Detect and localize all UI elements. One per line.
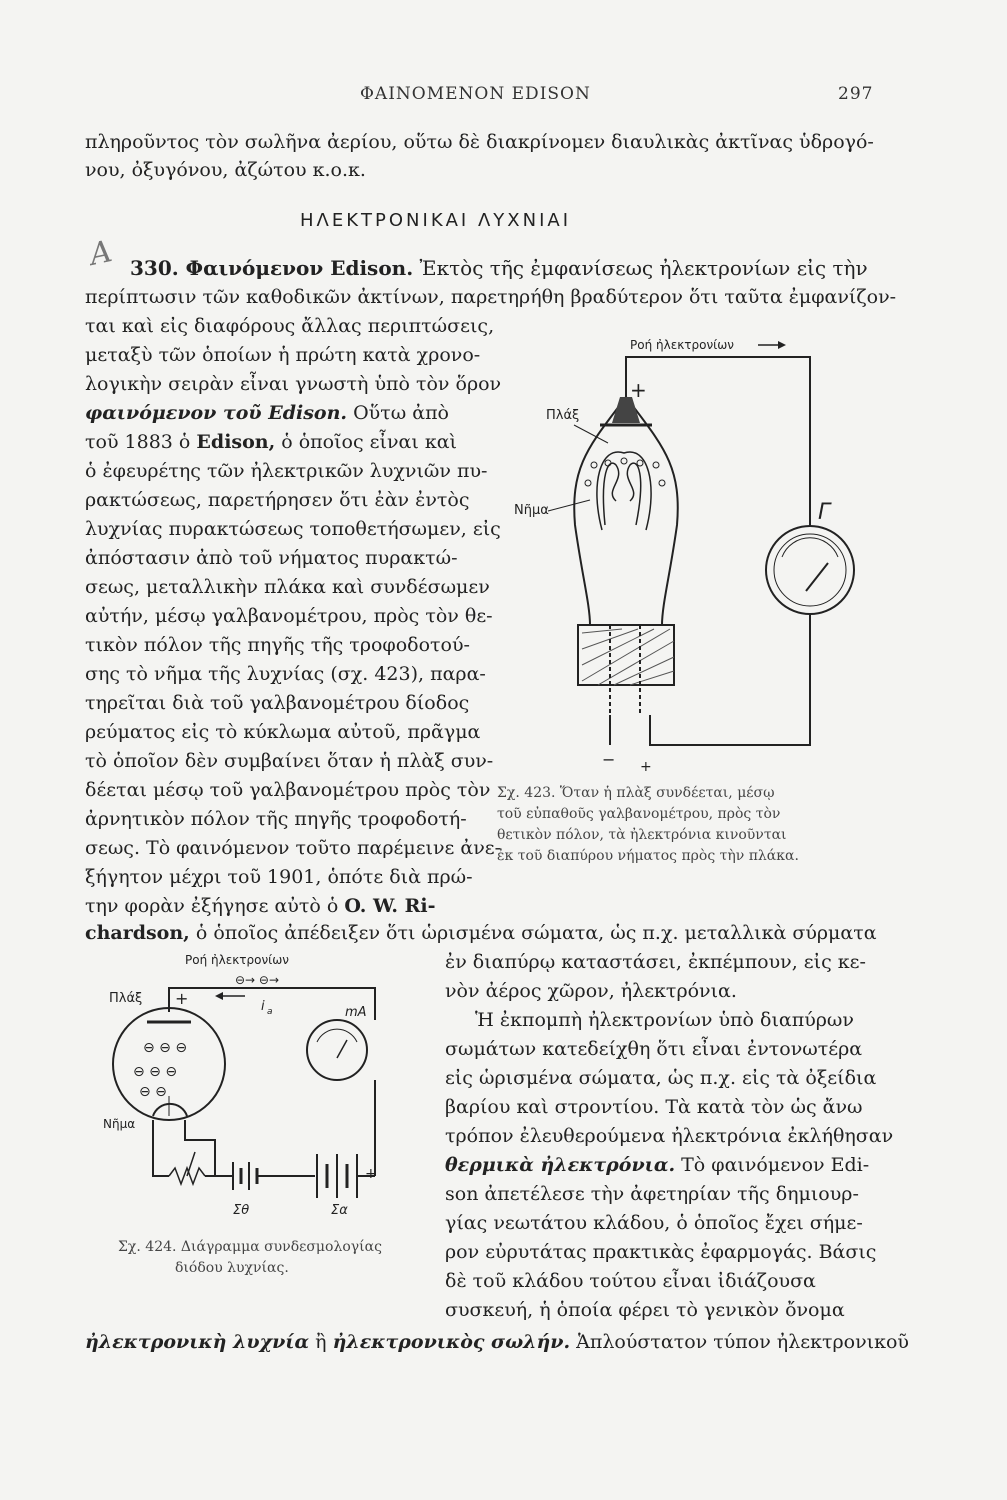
fig424-current-label: i [261, 999, 265, 1014]
text-line: συσκευή, ἡ ὁποία φέρει τὸ γενικὸν ὄνομα [445, 1299, 845, 1321]
text-line: ται καὶ εἰς διαφόρους ἄλλας περιπτώσεις, [85, 315, 495, 337]
text-line: λυχνίας πυρακτώσεως τοποθετήσωμεν, εἰς [85, 518, 501, 540]
current-arrowhead-icon [215, 992, 223, 1000]
electron-icon [591, 462, 597, 468]
fig424-sigma1: Σθ [233, 1203, 250, 1218]
fig424-electron-arrows: ⊖→ ⊖→ [235, 973, 280, 987]
richardson-name: O. W. Ri- [344, 895, 436, 917]
text-line: ἀπόστασιν ἀπὸ τοῦ νήματος πυρακτώ- [85, 547, 458, 569]
margin-mark: A [86, 234, 116, 273]
year-rest: ὁ ὁποῖος εἶναι καὶ [281, 431, 457, 453]
fig424-meter-label: mA [345, 1005, 367, 1020]
electron-icon [621, 458, 627, 464]
text-line: τὸ ὁποῖον δὲν συμβαίνει ὅταν ἡ πλὰξ συν- [85, 750, 494, 772]
thermic-rest: Τὸ φαινόμενον Edi- [681, 1154, 870, 1176]
text-line: son ἀπετέλεσε τὴν ἀφετηρίαν τῆς δημιουρ- [445, 1183, 859, 1205]
fig424-flow-label: Ροή ἠλεκτρονίων [185, 953, 289, 967]
paragraph-line-1-rest: Ἐκτὸς τῆς ἐμφανίσεως ἠλεκτρονίων εἰς τὴν [419, 256, 868, 280]
fig423-caption-4: ἐκ τοῦ διαπύρου νήματος πρὸς τὴν πλάκα. [497, 848, 799, 864]
text-line: ἀρνητικὸν πόλον τῆς πηγῆς τροφοδοτή- [85, 808, 467, 830]
fig424-plate-label: Πλάξ [109, 991, 143, 1006]
text-line: τικὸν πόλον τῆς πηγῆς τῆς τροφοδοτού- [85, 634, 470, 656]
year-line [85, 430, 457, 454]
year-name: Edison, [196, 431, 276, 453]
fig423-flow-label: Ροή ἠλεκτρονίων [630, 338, 734, 352]
electron-icon [605, 460, 611, 466]
plate-wire [626, 357, 810, 535]
richardson-line [85, 894, 435, 918]
fig423-caption-1: Σχ. 423. Ὅταν ἡ πλὰξ συνδέεται, μέσῳ [497, 785, 775, 801]
electron-icon [653, 462, 659, 468]
fig423-plus-bottom: + [640, 759, 652, 775]
last-line [85, 1330, 909, 1354]
text-line: λογικὴν σειρὰν εἶναι γνωστὴ ὑπὸ τὸν ὅρον [85, 373, 502, 395]
text-line: δέεται μέσῳ τοῦ γαλβανομέτρου πρὸς τὸν [85, 779, 491, 801]
electron-icon [659, 480, 665, 486]
filament [153, 1104, 187, 1116]
fig423-caption-2: τοῦ εὐπαθοῦς γαλβανομέτρου, πρὸς τὸν [497, 806, 781, 822]
intro-line-1: πληροῦντος τὸν σωλῆνα ἀερίου, οὕτω δὲ διακρίνομεν διαυλικὰς ἀκτῖνας ὑδρογό- [85, 131, 874, 153]
text-line: ρακτώσεως, παρετήρησεν ὅτι ἐὰν ἐντὸς [85, 489, 470, 511]
text-line: εἰς ὡρισμένα σώματα, ὡς π.χ. εἰς τὰ ὀξείδια [445, 1067, 877, 1089]
paragraph-line-1 [130, 256, 868, 280]
year-pre: τοῦ 1883 ὁ [85, 431, 191, 453]
intro-line-2: νου, ὀξυγόνου, ἀζώτου κ.ο.κ. [85, 159, 366, 181]
figure-424 [95, 940, 405, 1220]
electron-icons: ⊖ ⊖ ⊖ [133, 1064, 178, 1080]
text-line: τρόπον ἐλευθερούμενα ἠλεκτρόνια ἐκλήθησαν [445, 1125, 894, 1147]
text-line: μεταξὺ τῶν ὁποίων ἡ πρώτη κατὰ χρονο- [85, 344, 481, 366]
paragraph-title: 330. Φαινόμενον Edison. [130, 256, 414, 280]
fig423-plus-top: + [630, 378, 647, 402]
richardson-pre: την φορὰν ἐξήγησε αὐτὸ ὁ [85, 895, 339, 917]
term-line [85, 401, 449, 425]
chardson-name: chardson, [85, 922, 190, 944]
fig424-caption-1: Σχ. 424. Διάγραμμα συνδεσμολογίας [118, 1239, 382, 1255]
text-line: νὸν ἀέρος χῶρον, ἠλεκτρόνια. [445, 980, 737, 1002]
text-line: σεως, μεταλλικὴν πλάκα καὶ συνδέσωμεν [85, 576, 490, 598]
chardson-rest: ὁ ὁποῖος ἀπέδειξεν ὅτι ὡρισμένα σώματα, ὡς π.χ. μεταλλικὰ σύρματα [195, 922, 877, 944]
text-line: δὲ τοῦ κλάδου τούτου εἶναι ἰδιάζουσα [445, 1270, 816, 1292]
text-line: σης τὸ νῆμα τῆς λυχνίας (σχ. 423), παρα- [85, 663, 486, 685]
fig424-current-sub: a [267, 1007, 273, 1017]
thermic-line [445, 1153, 869, 1177]
electron-icons: ⊖ ⊖ [139, 1084, 167, 1100]
section-heading: ΗΛΕΚΤΡΟΝΙΚΑΙ ΛΥΧΝΙΑΙ [300, 210, 571, 231]
fig424-plus-b: + [365, 1166, 377, 1182]
electron-icons: ⊖ ⊖ ⊖ [143, 1040, 188, 1056]
text-line: ρεύματος εἰς τὸ κύκλωμα αὐτοῦ, πρᾶγμα [85, 721, 481, 743]
text-line: γίας νεωτάτου κλάδου, ὁ ὁποῖος ἔχει σήμε- [445, 1212, 863, 1234]
fig424-plus-a: + [175, 989, 189, 1008]
term-rest: Οὕτω ἀπὸ [353, 402, 449, 424]
flow-arrowhead-icon [778, 341, 786, 349]
fig423-filament-label: Νῆμα [514, 503, 549, 518]
thermic-term: θερμικὰ ἠλεκτρόνια. [445, 1154, 676, 1176]
fig423-plate-label: Πλάξ [546, 408, 580, 423]
term-phrase: φαινόμενον τοῦ Edison. [85, 402, 348, 424]
text-line: ἐν διαπύρῳ καταστάσει, ἐκπέμπουν, εἰς κε- [445, 951, 866, 973]
text-line: ρον εὐρυτάτας πρακτικὰς ἐφαρμογάς. Βάσις [445, 1241, 877, 1263]
fig423-galv-label: Γ [818, 500, 831, 525]
fig423-caption-3: θετικὸν πόλον, τὰ ἠλεκτρόνια κινοῦνται [497, 827, 787, 843]
figure-423 [490, 325, 870, 775]
base-hatching [582, 629, 674, 685]
last-rest: Ἁπλούστατον τύπον ἠλεκτρονικοῦ [576, 1331, 909, 1353]
running-header: ΦΑΙΝΟΜΕΝΟΝ EDISON [360, 84, 591, 104]
filament-pointer [548, 500, 590, 511]
bulb-outline [574, 397, 678, 625]
rheostat-arrow [187, 1152, 195, 1176]
text-line: ὁ ἐφευρέτης τῶν ἠλεκτρικῶν λυχνιῶν πυ- [85, 460, 488, 482]
text-line: αὐτήν, μέσῳ γαλβανομέτρου, πρὸς τὸν θε- [85, 605, 493, 627]
electron-icon [637, 460, 643, 466]
text-line: σεως. Τὸ φαινόμενον τοῦτο παρέμεινε ἀνε- [85, 837, 502, 859]
text-line: ξήγητον μέχρι τοῦ 1901, ὁπότε διὰ πρώ- [85, 866, 473, 888]
fig423-minus: − [602, 750, 616, 769]
text-line: Ἡ ἐκπομπὴ ἠλεκτρονίων ὑπὸ διαπύρων [475, 1009, 854, 1031]
fig424-sigma2: Σα [331, 1203, 348, 1218]
electron-icon [585, 480, 591, 486]
filament-loop [603, 463, 640, 525]
last-term-1: ἠλεκτρονικὴ λυχνία [85, 1331, 310, 1353]
fig424-filament-label: Νῆμα [103, 1117, 136, 1131]
filament-wire [153, 1120, 169, 1176]
last-mid: ἢ [315, 1331, 327, 1353]
text-line: τηρεῖται διὰ τοῦ γαλβανομέτρου δίοδος [85, 692, 470, 714]
paragraph-line-2: περίπτωσιν τῶν καθοδικῶν ἀκτίνων, παρετηρήθη βραδύτερον ὅτι ταῦτα ἐμφανίζον- [85, 286, 897, 308]
galvanometer-icon [766, 526, 854, 614]
page-number: 297 [838, 84, 874, 104]
text-line: βαρίου καὶ στροντίου. Τὰ κατὰ τὸν ὡς ἄνω [445, 1096, 863, 1118]
fig424-caption-2: διόδου λυχνίας. [175, 1260, 289, 1276]
last-term-2: ἠλεκτρονικὸς σωλήν. [332, 1331, 571, 1353]
text-line: σωμάτων κατεδείχθη ὅτι εἶναι ἐντονωτέρα [445, 1038, 863, 1060]
